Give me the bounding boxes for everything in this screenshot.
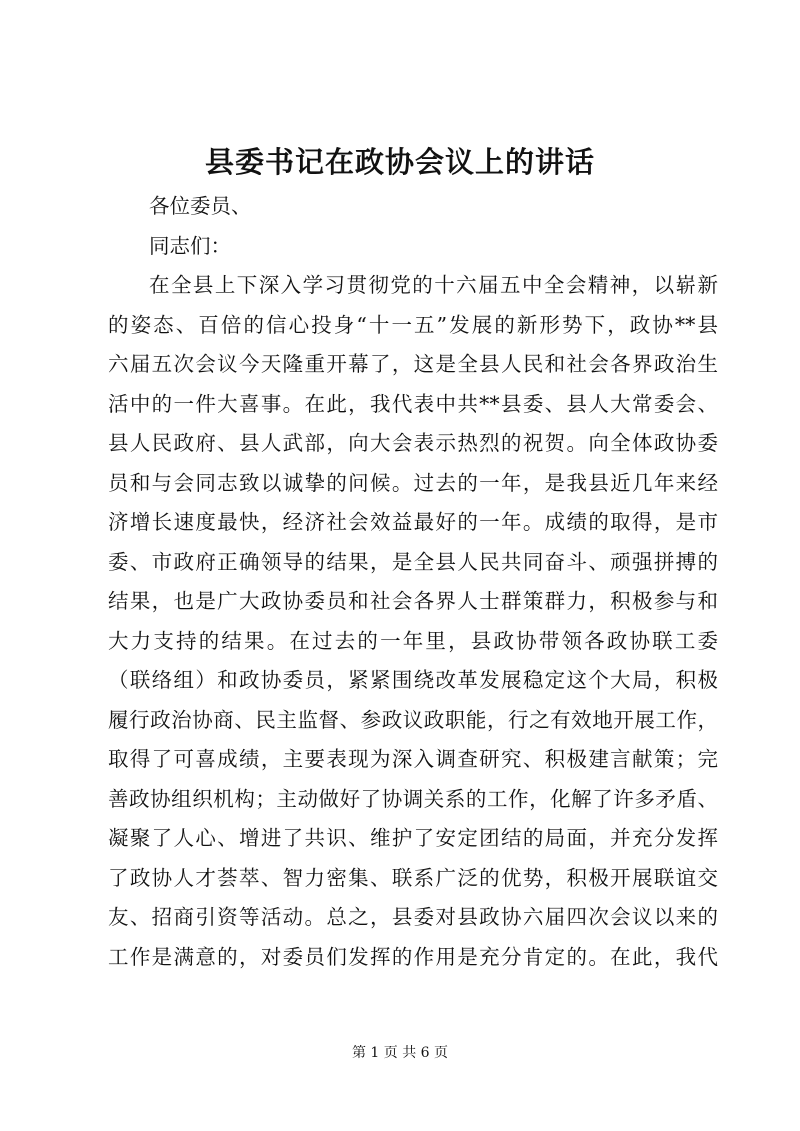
paragraph-line: 取得了可喜成绩，主要表现为深入调查研究、积极建言献策；完 <box>108 747 718 771</box>
paragraph-line: 凝聚了人心、增进了共识、维护了安定团结的局面，并充分发挥 <box>108 826 718 850</box>
paragraph-line: 友、招商引资等活动。总之，县委对县政协六届四次会议以来的 <box>108 905 718 929</box>
paragraph-line: 员和与会同志致以诚挚的问候。过去的一年，是我县近几年来经 <box>108 470 718 495</box>
paragraph-line: 履行政治协商、民主监督、参政议政职能，行之有效地开展工作， <box>108 707 718 732</box>
paragraph-line: 委、市政府正确领导的结果，是全县人民共同奋斗、顽强拼搏的 <box>108 549 718 574</box>
salutation-line: 同志们： <box>149 233 231 258</box>
paragraph-line: 六届五次会议今天隆重开幕了，这是全县人民和社会各界政治生 <box>108 352 718 376</box>
page-footer: 第 1 页 共 6 页 <box>351 1045 449 1061</box>
paragraph-line: 在全县上下深入学习贯彻党的十六届五中全会精神，以崭新 <box>149 273 718 297</box>
salutation-line: 各位委员、 <box>149 194 252 218</box>
paragraph-line: 的姿态、百倍的信心投身“十一五”发展的新形势下，政协**县 <box>108 312 718 337</box>
document-body <box>108 187 718 977</box>
paragraph-line: 结果，也是广大政协委员和社会各界人士群策群力，积极参与和 <box>108 589 718 613</box>
paragraph-line: 活中的一件大喜事。在此，我代表中共**县委、县人大常委会、 <box>108 391 718 416</box>
paragraph-line: 济增长速度最快，经济社会效益最好的一年。成绩的取得，是市 <box>108 510 718 534</box>
paragraph-line: 了政协人才荟萃、智力密集、联系广泛的优势，积极开展联谊交 <box>108 865 718 890</box>
paragraph-line: （联络组）和政协委员，紧紧围绕改革发展稳定这个大局，积极 <box>108 668 718 692</box>
document-title: 县委书记在政协会议上的讲话 <box>204 145 595 179</box>
paragraph-line: 大力支持的结果。在过去的一年里，县政协带领各政协联工委 <box>108 628 718 653</box>
paragraph-line: 善政协组织机构；主动做好了协调关系的工作，化解了许多矛盾、 <box>108 786 718 811</box>
paragraph-line: 工作是满意的，对委员们发挥的作用是充分肯定的。在此，我代 <box>108 944 718 969</box>
paragraph-line: 县人民政府、县人武部，向大会表示热烈的祝贺。向全体政协委 <box>108 431 718 455</box>
